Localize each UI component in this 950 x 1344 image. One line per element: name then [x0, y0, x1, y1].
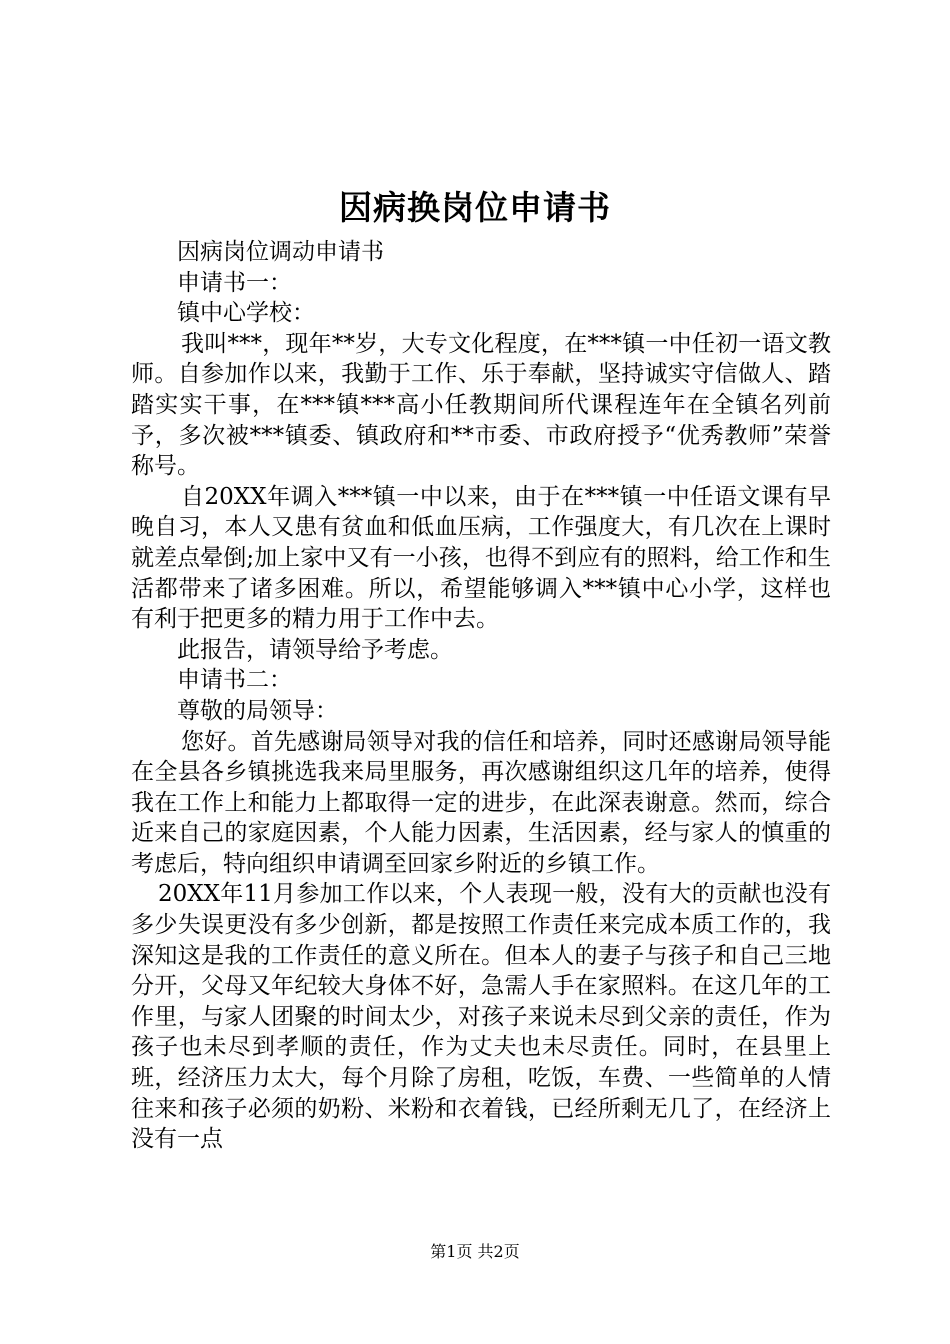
page-footer: 第1页 共2页 [430, 1242, 520, 1261]
document-title: 因病换岗位申请书 [339, 188, 611, 227]
body-paragraph: 您好。首先感谢局领导对我的信任和培养，同时还感谢局领导能在全县各乡镇挑选我来局里服务，再次感谢组织这几年的培养，使得我在工作上和能力上都取得一定的进步，在此深表谢意。然而，综合近来自己的家庭因素，个人能力因素，生活因素，经与家人的慎重的考虑后，特向组织申请调至回家乡附近的乡镇工作。 [131, 728, 831, 877]
document-body [131, 237, 831, 1155]
subtitle-paragraph: 因病岗位调动申请书 [177, 239, 384, 265]
salutation-one: 镇中心学校： [177, 300, 315, 327]
body-paragraph: 自20XX年调入***镇一中以来，由于在***镇一中任语文课有早晚自习，本人又患有贫血和低血压病，工作强度大，有几次在上课时就差点晕倒;加上家中又有一小孩，也得不到应有的照料，给工作和生活都带来了诸多困难。所以，希望能够调入***镇中心小学，这样也有利于把更多的精力用于工作中去。 [131, 483, 831, 633]
closing-paragraph: 此报告，请领导给予考虑。 [177, 636, 453, 663]
section-heading-two: 申请书二： [177, 667, 292, 694]
section-heading-one: 申请书一： [177, 269, 292, 296]
salutation-two: 尊敬的局领导： [177, 697, 338, 724]
body-paragraph: 20XX年11月参加工作以来，个人表现一般，没有大的贡献也没有多少失误更没有多少创新，都是按照工作责任来完成本质工作的，我深知这是我的工作责任的意义所在。但本人的妻子与孩子和自己三地分开，父母又年纪较大身体不好，急需人手在家照料。在这几年的工作里，与家人团聚的时间太少，对孩子来说未尽到父亲的责任，作为孩子也未尽到孝顺的责任，作为丈夫也未尽责任。同时，在县里上班，经济压力太大，每个月除了房租，吃饭，车费、一些简单的人情往来和孩子必须的奶粉、米粉和衣着钱，已经所剩无几了，在经济上没有一点 [131, 881, 831, 1153]
body-paragraph: 我叫***，现年**岁，大专文化程度，在***镇一中任初一语文教师。自参加作以来，我勤于工作、乐于奉献，坚持诚实守信做人、踏踏实实干事，在***镇***高小任教期间所代课程连年在全镇名列前予，多次被***镇委、镇政府和**市委、市政府授予“优秀教师”荣誉称号。 [131, 330, 831, 480]
